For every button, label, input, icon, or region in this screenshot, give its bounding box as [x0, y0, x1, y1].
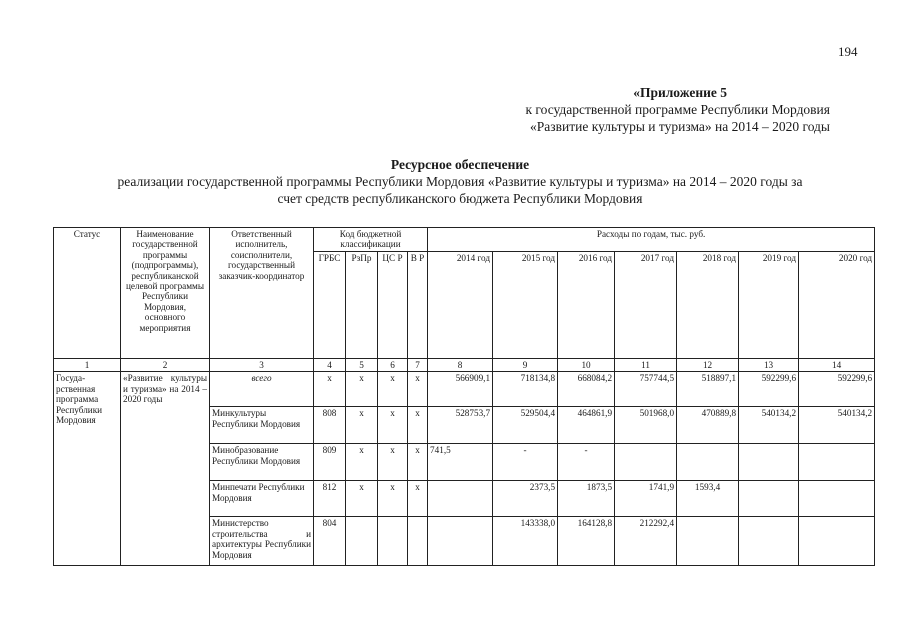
column-number: 11	[615, 359, 677, 372]
value-cell	[739, 481, 799, 517]
vr-cell: х	[408, 444, 428, 481]
vr-cell: х	[408, 407, 428, 444]
title-line-1: Ресурсное обеспечение	[390, 157, 530, 172]
rzpr-cell: х	[346, 372, 378, 407]
header-code-csr: ЦС Р	[378, 251, 408, 358]
header-code-grbs: ГРБС	[314, 251, 346, 358]
rzpr-cell: х	[346, 481, 378, 517]
column-number: 12	[677, 359, 739, 372]
appendix-title: «Приложение 5	[633, 85, 727, 100]
grbs-cell: 808	[314, 407, 346, 444]
column-number: 10	[558, 359, 615, 372]
value-cell: 1741,9	[615, 481, 677, 517]
value-cell	[428, 481, 493, 517]
value-cell	[799, 517, 875, 566]
rzpr-cell	[346, 517, 378, 566]
value-cell	[739, 517, 799, 566]
header-year-2014: 2014 год	[428, 251, 493, 358]
executor-cell: Минпечати Республики Мордовия	[210, 481, 314, 517]
document-title	[60, 156, 860, 207]
column-number: 7	[408, 359, 428, 372]
header-year-2017: 2017 год	[615, 251, 677, 358]
header-code-rzpr: РзПр	[346, 251, 378, 358]
column-number: 8	[428, 359, 493, 372]
executor-cell: Министерство строительства и архитектуры Республики Мордовия	[210, 517, 314, 566]
rzpr-cell: х	[346, 407, 378, 444]
header-year-2019: 2019 год	[739, 251, 799, 358]
header-executor: Ответственный исполнитель, соисполнители, государственный заказчик-координатор	[210, 228, 314, 359]
value-cell: -	[493, 444, 558, 481]
value-cell: 470889,8	[677, 407, 739, 444]
header-year-2015: 2015 год	[493, 251, 558, 358]
title-line-3: счет средств республиканского бюджета Республики Мордовия	[277, 191, 643, 206]
column-number: 14	[799, 359, 875, 372]
header-code-vr: В Р	[408, 251, 428, 358]
value-cell: 741,5	[428, 444, 493, 481]
csr-cell: х	[378, 407, 408, 444]
value-cell: 668084,2	[558, 372, 615, 407]
value-cell: -	[558, 444, 615, 481]
header-year-2020: 2020 год	[799, 251, 875, 358]
header-year-2018: 2018 год	[677, 251, 739, 358]
value-cell: 1873,5	[558, 481, 615, 517]
value-cell: 2373,5	[493, 481, 558, 517]
value-cell: 212292,4	[615, 517, 677, 566]
column-number: 2	[121, 359, 210, 372]
grbs-cell: 809	[314, 444, 346, 481]
csr-cell	[378, 517, 408, 566]
header-name: Наименование государственной программы (подпрограммы), республиканской целевой программы Республики Мордовия, основного мероприятия	[121, 228, 210, 359]
value-cell	[677, 517, 739, 566]
csr-cell: х	[378, 372, 408, 407]
value-cell: 540134,2	[799, 407, 875, 444]
csr-cell: х	[378, 481, 408, 517]
value-cell: 566909,1	[428, 372, 493, 407]
executor-cell: Минобразование Республики Мордовия	[210, 444, 314, 481]
vr-cell: х	[408, 372, 428, 407]
value-cell: 528753,7	[428, 407, 493, 444]
value-cell: 592299,6	[739, 372, 799, 407]
program-name-cell: «Развитие культуры и туризма» на 2014 – 2020 годы	[121, 372, 210, 566]
column-number: 5	[346, 359, 378, 372]
resource-table	[53, 227, 875, 566]
grbs-cell: 812	[314, 481, 346, 517]
value-cell: 143338,0	[493, 517, 558, 566]
column-number: 3	[210, 359, 314, 372]
value-cell: 540134,2	[739, 407, 799, 444]
executor-cell: Минкультуры Республики Мордовия	[210, 407, 314, 444]
appendix-header	[440, 84, 830, 135]
column-number: 1	[54, 359, 121, 372]
column-number: 9	[493, 359, 558, 372]
table-row	[54, 372, 875, 407]
value-cell: 529504,4	[493, 407, 558, 444]
header-budget-code: Код бюджетной классификации	[314, 228, 428, 252]
value-cell	[739, 444, 799, 481]
header-year-2016: 2016 год	[558, 251, 615, 358]
header-expenses: Расходы по годам, тыс. руб.	[428, 228, 875, 252]
column-number: 4	[314, 359, 346, 372]
value-cell: 518897,1	[677, 372, 739, 407]
value-cell	[799, 481, 875, 517]
header-status: Статус	[54, 228, 121, 359]
value-cell: 1593,4	[677, 481, 739, 517]
column-number: 6	[378, 359, 408, 372]
appendix-line-2: к государственной программе Республики Мордовия	[525, 102, 830, 117]
value-cell	[799, 444, 875, 481]
value-cell: 501968,0	[615, 407, 677, 444]
value-cell: 592299,6	[799, 372, 875, 407]
vr-cell	[408, 517, 428, 566]
value-cell: 164128,8	[558, 517, 615, 566]
value-cell: 757744,5	[615, 372, 677, 407]
grbs-cell: 804	[314, 517, 346, 566]
value-cell	[615, 444, 677, 481]
column-number: 13	[739, 359, 799, 372]
title-line-2: реализации государственной программы Республики Мордовия «Развитие культуры и туризма» на 2014 – 2020 годы за	[117, 174, 803, 189]
appendix-line-3: «Развитие культуры и туризма» на 2014 – 2020 годы	[530, 119, 830, 134]
rzpr-cell: х	[346, 444, 378, 481]
value-cell	[677, 444, 739, 481]
vr-cell: х	[408, 481, 428, 517]
executor-cell: всего	[210, 372, 314, 407]
grbs-cell: х	[314, 372, 346, 407]
value-cell: 464861,9	[558, 407, 615, 444]
page-number: 194	[838, 44, 858, 59]
status-cell: Государственная программа Республики Мордовия	[54, 372, 121, 566]
csr-cell: х	[378, 444, 408, 481]
value-cell: 718134,8	[493, 372, 558, 407]
value-cell	[428, 517, 493, 566]
